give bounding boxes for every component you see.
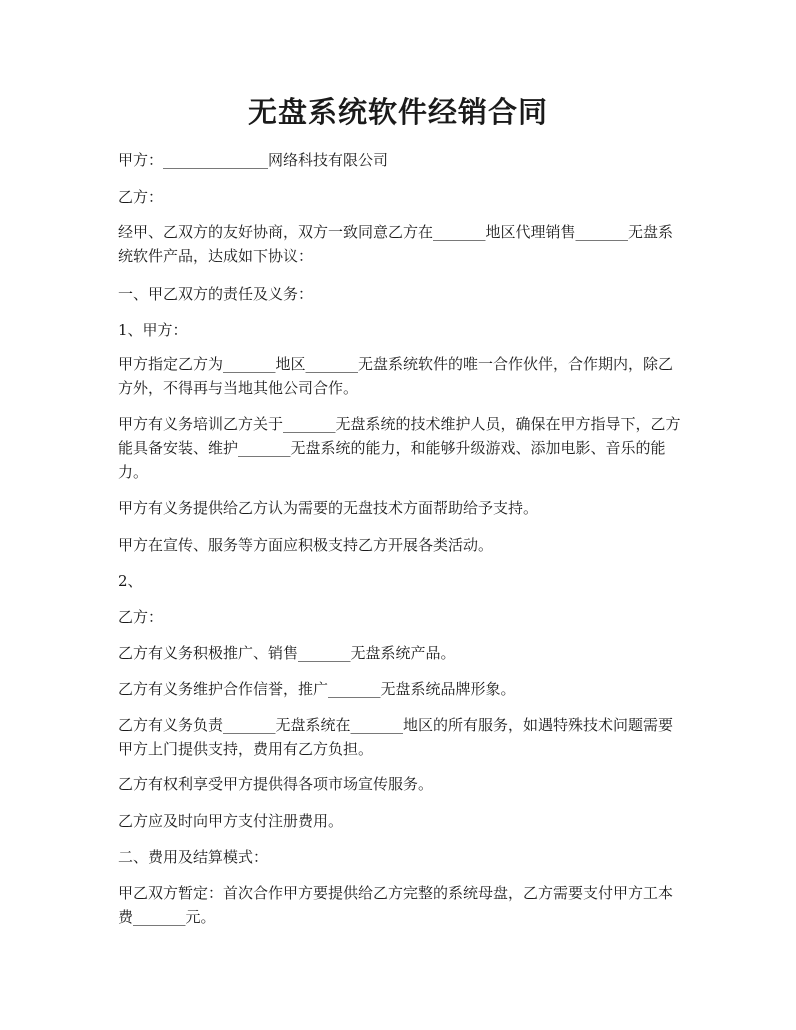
- section-heading-fees: 二、费用及结算模式：: [118, 848, 269, 866]
- preamble-paragraph: 经甲、乙双方的友好协商，双方一致同意乙方在_______地区代理销售_______无盘系统软件产品，达成如下协议：: [118, 223, 674, 265]
- clause-brand-image: 乙方有义务维护合作信誉，推广_______无盘系统品牌形象。: [118, 680, 516, 698]
- clause-technical-support: 甲方有义务提供给乙方认为需要的无盘技术方面帮助给予支持。: [118, 499, 539, 517]
- clause-exclusive-partner: 甲方指定乙方为_______地区_______无盘系统软件的唯一合作伙伴，合作期内，除乙方外，不得再与当地其他公司合作。: [118, 355, 674, 397]
- party-a-line: 甲方：______________网络科技有限公司: [118, 151, 389, 169]
- subsection-number-2: 2、: [118, 572, 143, 590]
- clause-initial-cost: 甲乙双方暂定：首次合作甲方要提供给乙方完整的系统母盘，乙方需要支付甲方工本费_______元。: [118, 884, 674, 926]
- clause-sales-promotion: 乙方有义务积极推广、销售_______无盘系统产品。: [118, 644, 456, 662]
- section-heading-responsibilities: 一、甲乙双方的责任及义务：: [118, 285, 314, 303]
- document-title: 无盘系统软件经销合同: [247, 95, 548, 129]
- clause-regional-service: 乙方有义务负责_______无盘系统在_______地区的所有服务，如遇特殊技术问题需要甲方上门提供支持，费用有乙方负担。: [118, 716, 674, 758]
- clause-registration-fee: 乙方应及时向甲方支付注册费用。: [118, 812, 344, 830]
- party-b-line: 乙方：: [118, 188, 164, 206]
- clause-marketing-services: 乙方有权利享受甲方提供得各项市场宣传服务。: [118, 775, 434, 793]
- clause-promotion-support: 甲方在宣传、服务等方面应积极支持乙方开展各类活动。: [118, 536, 494, 554]
- clause-training: 甲方有义务培训乙方关于_______无盘系统的技术维护人员，确保在甲方指导下，乙方能具备安装、维护_______无盘系统的能力，和能够升级游戏、添加电影、音乐的能力。: [118, 415, 681, 481]
- subsection-party-a: 1、甲方：: [118, 321, 188, 339]
- subsection-party-b: 乙方：: [118, 608, 164, 626]
